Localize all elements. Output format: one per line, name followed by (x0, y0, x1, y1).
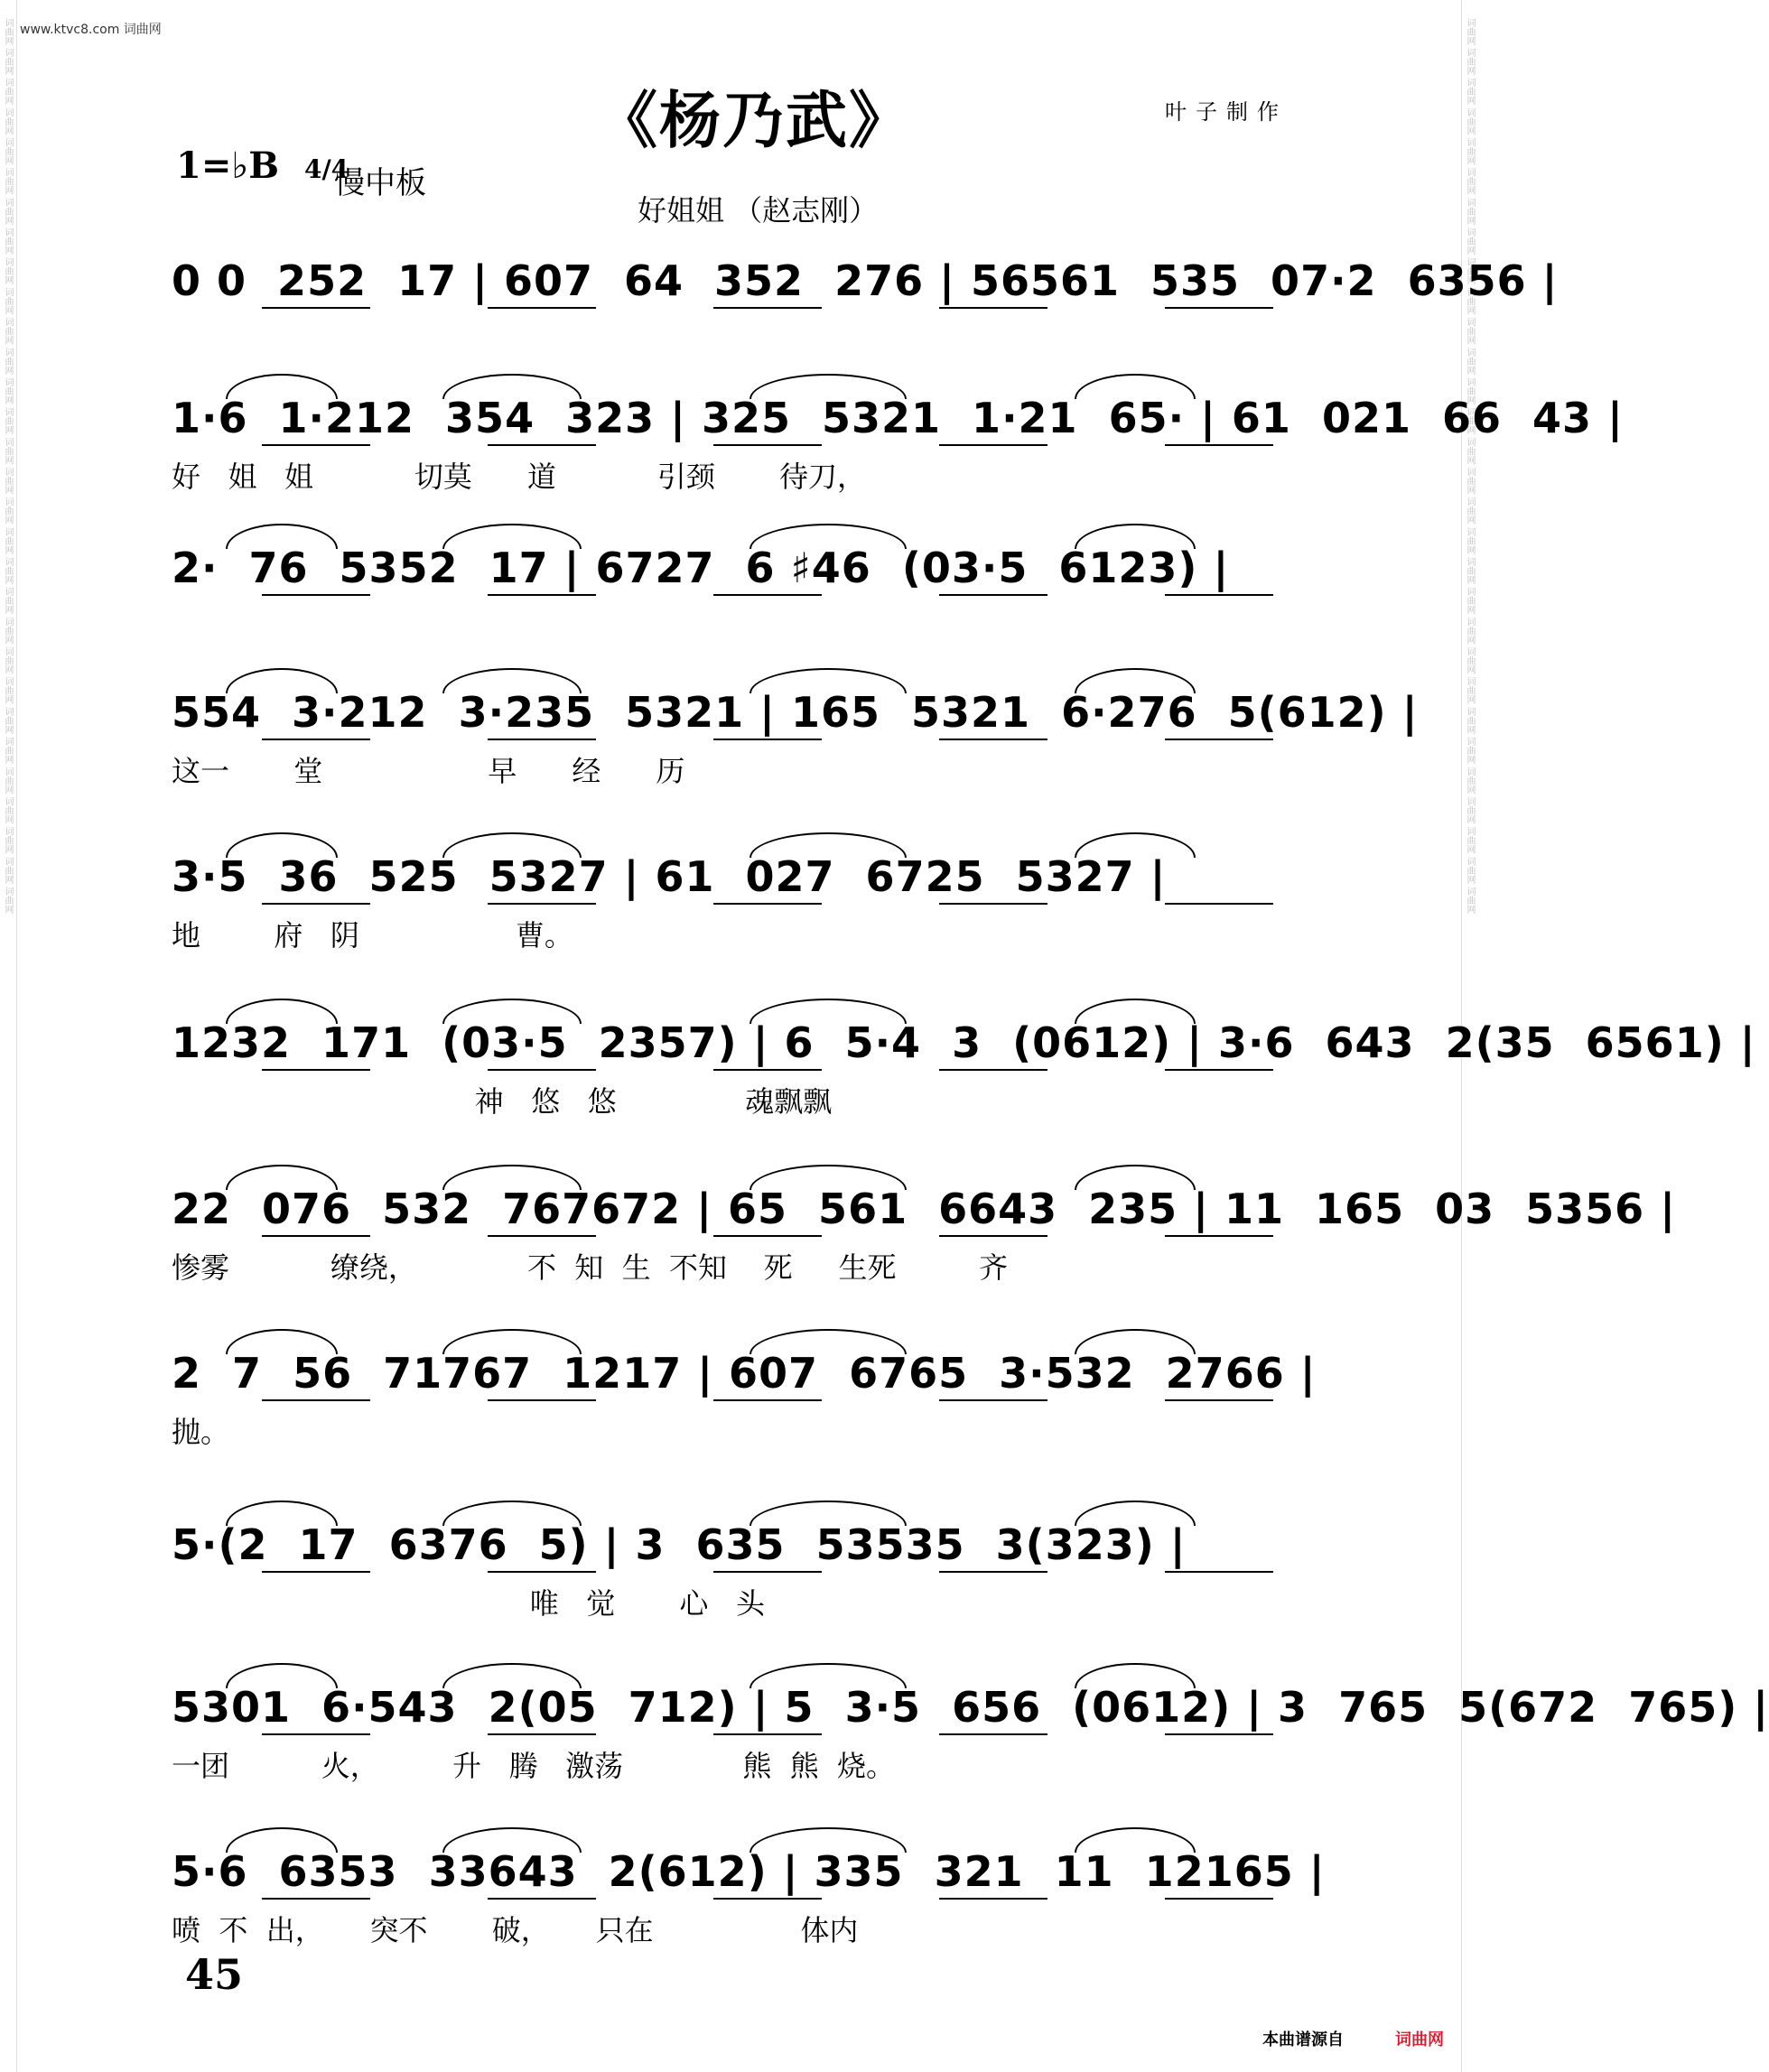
slur-mark (1075, 524, 1196, 549)
rhythm-underline (262, 1571, 370, 1573)
slur-mark (1075, 832, 1196, 858)
slur-mark (226, 1501, 338, 1526)
lyrics-line: 好 姐 姐 切莫 道 引颈 待刀， (172, 460, 867, 494)
rhythm-underline (262, 307, 370, 309)
subtitle: 好姐姐 （赵志刚） (638, 193, 879, 228)
rhythm-underline (939, 1235, 1047, 1237)
rhythm-underline (488, 1571, 596, 1573)
rhythm-underline (939, 1399, 1047, 1401)
rhythm-underline (939, 594, 1047, 596)
rhythm-underline (713, 1069, 822, 1071)
rhythm-underline (488, 444, 596, 446)
rhythm-underline (1165, 903, 1273, 905)
rhythm-underline (939, 307, 1047, 309)
rhythm-underline (1165, 594, 1273, 596)
notation-line: 1·6 1·212 354 323 | 325 5321 1·21 65· | 61 021 66 43 | (172, 394, 1624, 442)
rhythm-underline (488, 1235, 596, 1237)
slur-mark (442, 1827, 582, 1853)
notation-line: 1232 171 (03·5 2357) | 6 5·4 3 (0612) | 3·6 643 2(35 6561) | (172, 1018, 1756, 1067)
slur-mark (1075, 1329, 1196, 1354)
rhythm-underline (1165, 1733, 1273, 1735)
notation-line: 5301 6·543 2(05 712) | 5 3·5 656 (0612) | 3 765 5(672 765) | (172, 1683, 1769, 1732)
rhythm-underline (939, 1898, 1047, 1900)
brand-logo: 词曲网 (1395, 2030, 1444, 2049)
slur-mark (442, 668, 582, 693)
rhythm-underline (1165, 739, 1273, 740)
notation-line: 5·6 6353 33643 2(612) | 335 321 11 12165 | (172, 1847, 1326, 1896)
slur-mark (749, 1663, 907, 1688)
time-signature: 4/4 (303, 154, 349, 184)
slur-mark (442, 1663, 582, 1688)
lyrics-line: 神 悠 悠 魂飘飘 (172, 1084, 833, 1119)
rhythm-underline (939, 903, 1047, 905)
lyrics-line: 地 府 阴 曹。 (172, 918, 573, 952)
rhythm-underline (713, 307, 822, 309)
rhythm-underline (939, 444, 1047, 446)
lyrics-line: 一团 火， 升 腾 激荡 熊 熊 烧。 (172, 1749, 896, 1783)
key-signature (176, 144, 349, 187)
key-label: 1=♭B (176, 144, 280, 187)
slur-mark (749, 832, 907, 858)
tempo-marking: 慢中板 (334, 165, 426, 201)
slur-mark (1075, 999, 1196, 1024)
slur-mark (442, 832, 582, 858)
slur-mark (749, 1329, 907, 1354)
rhythm-underline (713, 1571, 822, 1573)
rhythm-underline (713, 1733, 822, 1735)
lyrics-line: 这一 堂 早 经 历 (172, 754, 685, 788)
rhythm-underline (1165, 1399, 1273, 1401)
rhythm-underline (713, 1235, 822, 1237)
notation-line: 2· 76 5352 17 | 6727 6 ♯46 (03·5 6123) | (172, 544, 1230, 592)
notation-line: 2 7 56 71767 1217 | 607 6765 3·532 2766 | (172, 1349, 1317, 1398)
slur-mark (749, 999, 907, 1024)
rhythm-underline (1165, 1069, 1273, 1071)
slur-mark (1075, 374, 1196, 399)
rhythm-underline (939, 1571, 1047, 1573)
slur-mark (442, 374, 582, 399)
rhythm-underline (262, 594, 370, 596)
rhythm-underline (262, 1898, 370, 1900)
rhythm-underline (1165, 1235, 1273, 1237)
rhythm-underline (262, 1235, 370, 1237)
maker-credit: 叶子制作 (1165, 99, 1288, 125)
rhythm-underline (1165, 444, 1273, 446)
slur-mark (1075, 1827, 1196, 1853)
left-border-strip (0, 0, 17, 2072)
slur-mark (226, 1663, 338, 1688)
rhythm-underline (713, 594, 822, 596)
rhythm-underline (488, 594, 596, 596)
lyrics-line: 惨雾 缭绕， 不 知 生 不知 死 生死 齐 (172, 1250, 1009, 1285)
slur-mark (442, 1329, 582, 1354)
rhythm-underline (488, 1898, 596, 1900)
slur-mark (1075, 668, 1196, 693)
rhythm-underline (262, 739, 370, 740)
rhythm-underline (488, 903, 596, 905)
slur-mark (226, 524, 338, 549)
source-label: 本曲谱源自 (1262, 2030, 1344, 2049)
rhythm-underline (488, 307, 596, 309)
rhythm-underline (488, 1069, 596, 1071)
slur-mark (442, 524, 582, 549)
rhythm-underline (488, 1733, 596, 1735)
rhythm-underline (713, 1399, 822, 1401)
slur-mark (226, 832, 338, 858)
rhythm-underline (262, 1069, 370, 1071)
notation-line: 5·(2 17 6376 5) | 3 635 53535 3(323) | (172, 1520, 1187, 1569)
rhythm-underline (713, 444, 822, 446)
slur-mark (749, 1827, 907, 1853)
rhythm-underline (262, 444, 370, 446)
slur-mark (226, 1827, 338, 1853)
notation-line: 3·5 36 525 5327 | 61 027 6725 5327 | (172, 852, 1167, 901)
slur-mark (749, 374, 907, 399)
slur-mark (226, 999, 338, 1024)
rhythm-underline (488, 739, 596, 740)
rhythm-underline (713, 903, 822, 905)
page-number: 45 (185, 1950, 244, 1999)
lyrics-line: 唯 觉 心 头 (172, 1586, 765, 1621)
slur-mark (226, 1329, 338, 1354)
slur-mark (749, 1501, 907, 1526)
rhythm-underline (488, 1399, 596, 1401)
rhythm-underline (713, 1898, 822, 1900)
rhythm-underline (262, 1399, 370, 1401)
rhythm-underline (939, 739, 1047, 740)
rhythm-underline (939, 1069, 1047, 1071)
rhythm-underline (262, 1733, 370, 1735)
score-title: 《杨乃武》 (596, 85, 913, 157)
slur-mark (226, 668, 338, 693)
lyrics-line: 抛。 (172, 1415, 230, 1449)
notation-line: 22 076 532 767672 | 65 561 6643 235 | 11 165 03 5356 | (172, 1185, 1676, 1233)
slur-mark (1075, 1501, 1196, 1526)
side-watermark-text: 词曲网 词曲网 词曲网 词曲网 词曲网 词曲网 词曲网 词曲网 词曲网 词曲网 词曲网 词曲网 词曲网 词曲网 词曲网 词曲网 词曲网 词曲网 词曲网 词曲网 词曲网 词曲网 词曲网 词曲网 词曲网 词曲网 词曲网 词曲网 词曲网 词曲网 (1465, 18, 1475, 915)
slur-mark (1075, 1663, 1196, 1688)
notation-line: 0 0 252 17 | 607 64 352 276 | 56561 535 07·2 6356 | (172, 256, 1559, 305)
rhythm-underline (1165, 1898, 1273, 1900)
rhythm-underline (713, 739, 822, 740)
slur-mark (226, 1165, 338, 1190)
rhythm-underline (939, 1733, 1047, 1735)
rhythm-underline (1165, 307, 1273, 309)
slur-mark (749, 668, 907, 693)
lyrics-line (172, 321, 1355, 358)
slur-mark (442, 999, 582, 1024)
slur-mark (749, 1165, 907, 1190)
slur-mark (226, 374, 338, 399)
slur-mark (1075, 1165, 1196, 1190)
rhythm-underline (1165, 1571, 1273, 1573)
slur-mark (442, 1165, 582, 1190)
lyrics-line (172, 609, 1355, 645)
slur-mark (442, 1501, 582, 1526)
site-watermark: www.ktvc8.com 词曲网 (20, 23, 162, 37)
notation-line: 554 3·212 3·235 5321 | 165 5321 6·276 5(612) | (172, 688, 1419, 737)
slur-mark (749, 524, 907, 549)
lyrics-line: 喷 不 出， 突不 破， 只在 体内 (172, 1913, 859, 1947)
rhythm-underline (262, 903, 370, 905)
side-watermark-text: 词曲网 词曲网 词曲网 词曲网 词曲网 词曲网 词曲网 词曲网 词曲网 词曲网 词曲网 词曲网 词曲网 词曲网 词曲网 词曲网 词曲网 词曲网 词曲网 词曲网 词曲网 词曲网 词曲网 词曲网 词曲网 词曲网 词曲网 词曲网 词曲网 词曲网 (3, 18, 13, 915)
